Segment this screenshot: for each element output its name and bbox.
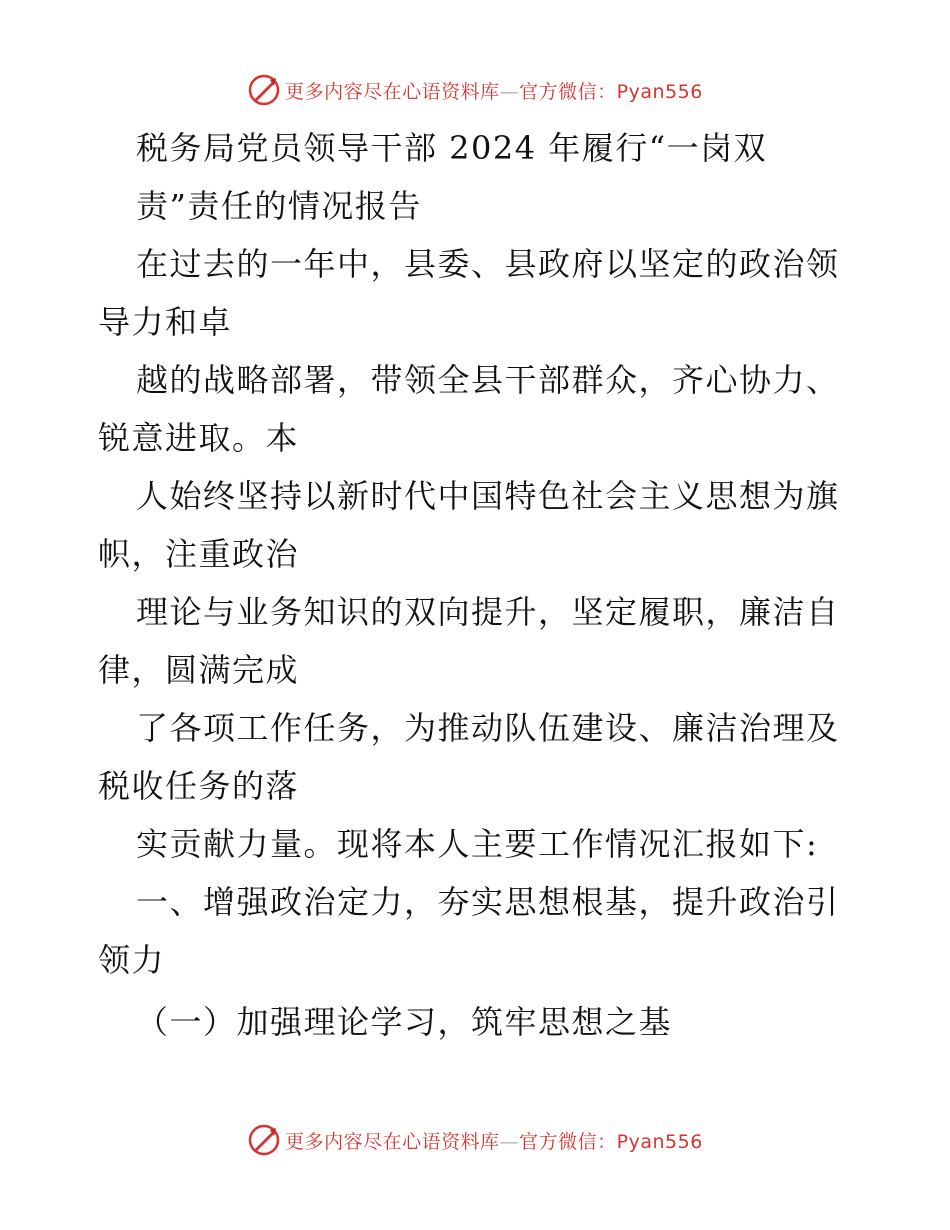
document-title-line-1: 税务局党员领导干部 2024 年履行“一岗双 (136, 129, 768, 167)
watermark-brand: 更多内容尽在心语资料库 (285, 1130, 500, 1153)
paragraph-line: 了各项工作任务，为推动队伍建设、廉洁治理及 (136, 709, 840, 747)
watermark-suffix: 官方微信：Pyan556 (519, 1130, 703, 1153)
subsection-heading: （一）加强理论学习，筑牢思想之基 (136, 1003, 673, 1041)
watermark-separator: — (499, 1130, 520, 1153)
watermark-separator: — (499, 80, 520, 103)
section-heading-line-1: 一、增强政治定力，夯实思想根基，提升政治引 (136, 883, 840, 921)
watermark-text (285, 1127, 703, 1154)
paragraph-line: 律，圆满完成 (98, 651, 300, 689)
paragraph-line: 理论与业务知识的双向提升，坚定履职，廉洁自 (136, 593, 840, 631)
paragraph-line: 人始终坚持以新时代中国特色社会主义思想为旗 (136, 477, 840, 515)
header-watermark (0, 70, 950, 110)
watermark-brand: 更多内容尽在心语资料库 (285, 80, 500, 103)
watermark-text (285, 77, 703, 104)
paragraph-line: 实贡献力量。现将本人主要工作情况汇报如下: (136, 825, 819, 863)
paragraph-line: 导力和卓 (98, 303, 233, 341)
quill-logo-icon (247, 73, 281, 107)
paragraph-line: 越的战略部署，带领全县干部群众，齐心协力、 (136, 361, 840, 399)
paragraph-line: 锐意进取。本 (98, 419, 300, 457)
footer-watermark (0, 1120, 950, 1160)
section-heading-line-2: 领力 (98, 941, 166, 979)
document-title-line-2: 责”责任的情况报告 (136, 187, 422, 225)
quill-logo-icon (247, 1123, 281, 1157)
watermark-suffix: 官方微信：Pyan556 (519, 80, 703, 103)
paragraph-line: 税收任务的落 (98, 767, 300, 805)
paragraph-line: 在过去的一年中，县委、县政府以坚定的政治领 (136, 245, 840, 283)
paragraph-line: 帜，注重政治 (98, 535, 300, 573)
